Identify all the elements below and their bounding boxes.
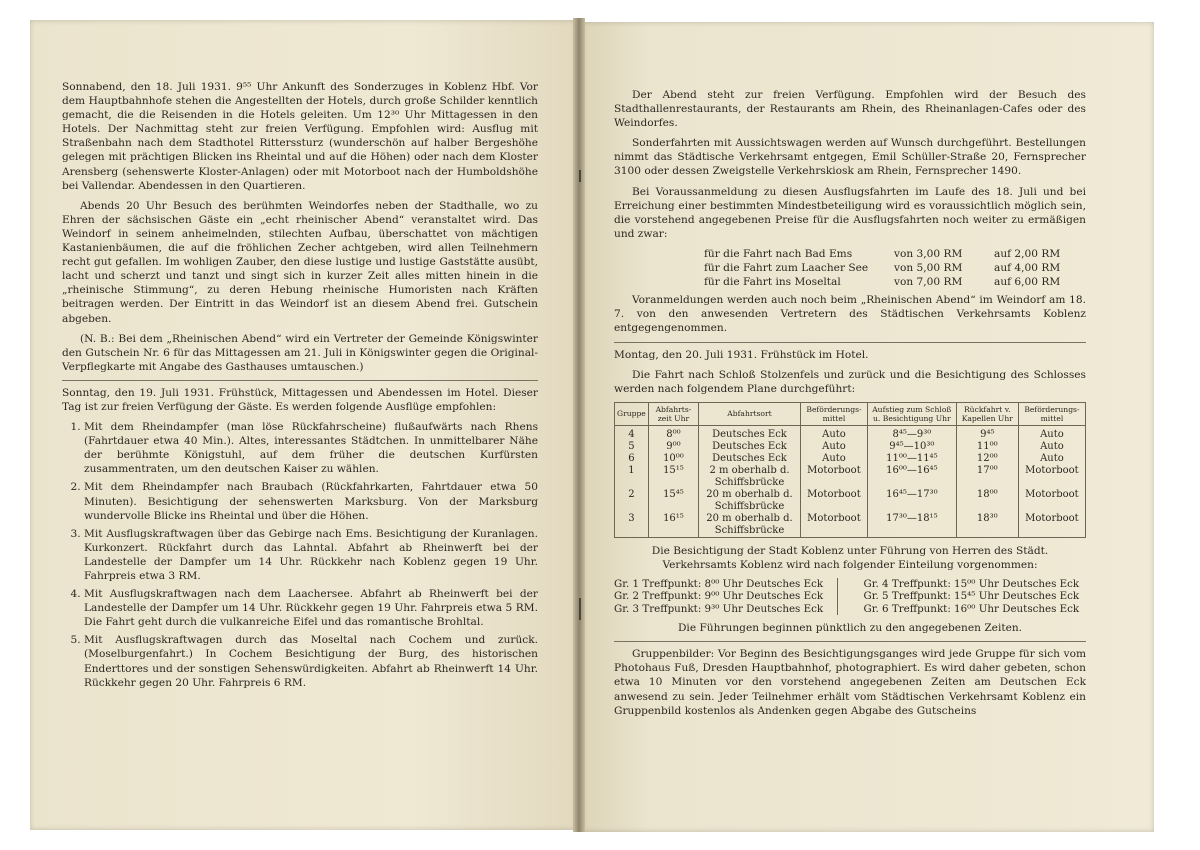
left-column — [62, 80, 538, 694]
staple-mark-top — [579, 170, 581, 182]
table-cell: 2 — [615, 489, 649, 513]
meeting-point: Gr. 3 Treffpunkt: 9³⁰ Uhr Deutsches Eck — [614, 602, 824, 615]
table-cell: 9⁴⁵—10³⁰ — [868, 441, 957, 453]
divider — [614, 342, 1086, 343]
table-cell: Auto — [1018, 453, 1085, 465]
price-to: auf 4,00 RM — [994, 262, 1061, 275]
booklet-gutter — [573, 18, 585, 832]
meeting-points-left — [614, 578, 837, 615]
table-cell: Motorboot — [1018, 489, 1085, 513]
table-cell: 20 m oberhalb d. Schiffsbrücke — [699, 489, 801, 513]
table-cell: Deutsches Eck — [699, 441, 801, 453]
table-cell: 20 m oberhalb d. Schiffsbrücke — [699, 513, 801, 538]
excursion-list — [62, 420, 538, 690]
price-trip: für die Fahrt nach Bad Ems — [704, 247, 853, 260]
table-cell: Motorboot — [800, 465, 867, 489]
column-header: Gruppe — [615, 402, 649, 425]
table-cell: Motorboot — [1018, 513, 1085, 538]
price-to: auf 2,00 RM — [994, 247, 1061, 260]
table-row — [615, 453, 1086, 465]
table-cell: 12⁰⁰ — [956, 453, 1018, 465]
table-cell: Motorboot — [800, 489, 867, 513]
column-header: Rückfahrt v. Kapellen Uhr — [956, 402, 1018, 425]
table-row — [615, 441, 1086, 453]
table-row — [615, 489, 1086, 513]
table-cell: Motorboot — [800, 513, 867, 538]
table-cell: 16⁴⁵—17³⁰ — [868, 489, 957, 513]
table-cell: 11⁰⁰ — [956, 441, 1018, 453]
table-cell: 4 — [615, 425, 649, 441]
excursion-item: 4. Mit Ausflugskraftwagen nach dem Laachersee. Abfahrt ab Rheinwerft bei der Landestelle der Dampfer um 14 Uhr. Rückkehr gegen 19 Uhr. Fahrpreis etwa 5 RM. Die Fahrt geht durch die vulkanreiche Eifel und das romantische Brohltal. — [84, 587, 538, 629]
table-cell: Deutsches Eck — [699, 453, 801, 465]
meeting-points-right — [837, 578, 1087, 615]
table-cell: 1 — [615, 465, 649, 489]
saturday-paragraph: Sonnabend, den 18. Juli 1931. 9⁵⁵ Uhr Ankunft des Sonderzuges in Koblenz Hbf. Vor dem Hauptbahnhofe stehen die Angestellten der Hotels, durch große Schilder kenntlich gemacht, die die Reisenden in die Hotels geleiten. Um 12³⁰ Uhr Mittagessen in den Hotels. Der Nachmittag steht zur freien Verfügung. Empfohlen wird: Ausflug mit Straßenbahn nach dem Stadthotel Ritterssturz (wunderschön auf halber Bergeshöhe gelegen mit prächtigen Blicken ins Rheintal und auf die Höhen) oder nach dem Kloster Arensberg (sehenswerte Kloster-Anlagen) oder mit Motorboot nach der Humboldshöhe bei Vallendar. Abendessen in den Quartieren. — [62, 81, 538, 192]
group-photo-paragraph: Gruppenbilder: Vor Beginn des Besichtigungsganges wird jede Gruppe für sich vom Photohaus Fuß, Dresden Hauptbahnhof, photographiert. Es wird daher gebeten, schon etwa 10 Minuten vor den vorstehend angegebenen Zeiten am Deutschen Eck anwesend zu sein. Jeder Teilnehmer erhält vom Städtischen Verkehrsamt Koblenz ein Gruppenbild kostenlos als Andenken gegen Abgabe des Gutscheins — [614, 648, 1086, 717]
column-header: Abfahrtsort — [699, 402, 801, 425]
column-header: Beförderungs-mittel — [1018, 402, 1085, 425]
table-row — [615, 513, 1086, 538]
table-cell: 6 — [615, 453, 649, 465]
city-tour-paragraph: Die Besichtigung der Stadt Koblenz unter Führung von Herren des Städt. Verkehrsamts Koblenz wird nach folgender Einteilung vorgenommen: — [651, 544, 1049, 571]
sunday-paragraph: Sonntag, den 19. Juli 1931. Frühstück, Mittagessen und Abendessen im Hotel. Dieser Tag ist zur freien Verfügung der Gäste. Es werden folgende Ausflüge empfohlen: — [62, 386, 538, 413]
price-trip: für die Fahrt ins Moseltal — [704, 276, 841, 289]
table-cell: 17³⁰—18¹⁵ — [868, 513, 957, 538]
table-cell: 16⁰⁰—16⁴⁵ — [868, 465, 957, 489]
table-row — [615, 465, 1086, 489]
table-cell: 8⁰⁰ — [648, 425, 698, 441]
table-header-row — [615, 402, 1086, 425]
excursion-item: 3. Mit Ausflugskraftwagen über das Gebirge nach Ems. Besichtigung der Kuranlagen. Kurkonzert. Rückfahrt durch das Lahntal. Abfahrt ab Rheinwerft bei der Landestelle der Dampfer um 14 Uhr. Rückkehr nach Koblenz gegen 19 Uhr. Fahrpreis etwa 3 RM. — [84, 527, 538, 583]
table-cell: 18⁰⁰ — [956, 489, 1018, 513]
price-to: auf 6,00 RM — [994, 276, 1061, 289]
price-trip: für die Fahrt zum Laacher See — [704, 262, 869, 275]
table-cell: 10⁰⁰ — [648, 453, 698, 465]
meeting-points — [614, 578, 1086, 615]
table-cell: Motorboot — [1018, 465, 1085, 489]
meeting-point: Gr. 1 Treffpunkt: 8⁰⁰ Uhr Deutsches Eck — [614, 577, 824, 590]
monday-heading: Montag, den 20. Juli 1931. Frühstück im Hotel. — [614, 348, 869, 361]
table-cell: Deutsches Eck — [699, 425, 801, 441]
table-cell: 15¹⁵ — [648, 465, 698, 489]
price-row — [704, 247, 1086, 261]
price-list — [704, 247, 1086, 289]
meeting-point: Gr. 4 Treffpunkt: 15⁰⁰ Uhr Deutsches Eck — [863, 577, 1080, 590]
preregistration-paragraph: Voranmeldungen werden auch noch beim „Rheinischen Abend“ im Weindorf am 18. 7. von den anwesenden Vertretern des Städtischen Verkehrsamts Koblenz entgegengenommen. — [614, 294, 1086, 335]
staple-mark-bottom — [579, 598, 581, 620]
table-cell: 9⁴⁵ — [956, 425, 1018, 441]
weindorf-paragraph: Abends 20 Uhr Besuch des berühmten Weindorfes neben der Stadthalle, wo zu Ehren der sächsischen Gäste ein „echt rheinischer Abend“ veranstaltet wird. Das Weindorf in seinem anheimelnden, stilechten Aufbau, überschattet von mächtigen Kastanienbäumen, die auf die fröhlichen Zecher achtgeben, wird allen Teilnehmern recht gut gefallen. Im wohligen Zauber, den diese lustige und lustige Gaststätte ausübt, lacht und scherzt und tanzt und singt sich in kurzer Zeit alles mitten hinein in die „rheinische Stimmung“, zu deren Hebung rheinische Humoristen nach Kräften beitragen werden. Der Eintritt in das Weindorf ist an diesem Abend frei. Gutschein abgeben. — [62, 199, 538, 325]
divider — [62, 380, 538, 381]
schedule-body — [615, 425, 1086, 537]
divider — [614, 641, 1086, 642]
table-cell: Auto — [800, 425, 867, 441]
price-row — [704, 275, 1086, 289]
stolzenfels-paragraph: Die Fahrt nach Schloß Stolzenfels und zurück und die Besichtigung des Schlosses werden nach folgendem Plane durchgeführt: — [614, 368, 1086, 395]
table-cell: 8⁴⁵—9³⁰ — [868, 425, 957, 441]
table-cell: 5 — [615, 441, 649, 453]
price-from: von 5,00 RM — [894, 262, 963, 275]
special-trips-paragraph: Sonderfahrten mit Aussichtswagen werden auf Wunsch durchgeführt. Bestellungen nimmt das Städtische Verkehrsamt entgegen, Emil Schüller-Straße 20, Fernsprecher 3100 oder dessen Zweigstelle Verkehrskiosk am Rhein, Fernsprecher 1490. — [614, 137, 1086, 178]
punctual-note: Die Führungen beginnen pünktlich zu den angegebenen Zeiten. — [677, 622, 1023, 635]
column-header: Aufstieg zum Schloß u. Besichtigung Uhr — [868, 402, 957, 425]
table-cell: 16¹⁵ — [648, 513, 698, 538]
table-cell: Auto — [1018, 441, 1085, 453]
table-cell: Auto — [800, 453, 867, 465]
table-cell: 3 — [615, 513, 649, 538]
table-cell: Auto — [1018, 425, 1085, 441]
table-cell: 18³⁰ — [956, 513, 1018, 538]
table-cell: 2 m oberhalb d. Schiffsbrücke — [699, 465, 801, 489]
table-cell: 17⁰⁰ — [956, 465, 1018, 489]
table-cell: 15⁴⁵ — [648, 489, 698, 513]
schedule-table — [614, 402, 1086, 538]
meeting-point: Gr. 5 Treffpunkt: 15⁴⁵ Uhr Deutsches Eck — [863, 590, 1080, 603]
evening-paragraph: Der Abend steht zur freien Verfügung. Empfohlen wird der Besuch des Stadthallenrestaurants, der Restaurants am Rhein, des Rheinanlagen-Cafes oder des Weindorfes. — [614, 89, 1086, 130]
excursion-item: 1. Mit dem Rheindampfer (man löse Rückfahrscheine) flußaufwärts nach Rhens (Fahrtdauer etwa 40 Min.). Altes, interessantes Städtchen. In unmittelbarer Nähe der berühmte Königstuhl, auf dem früher die deutschen Kurfürsten zusammentraten, um den deutschen Kaiser zu wählen. — [84, 420, 538, 476]
price-row — [704, 261, 1086, 275]
table-cell: 9⁰⁰ — [648, 441, 698, 453]
table-cell: Auto — [800, 441, 867, 453]
excursion-item: 5. Mit Ausflugskraftwagen durch das Moseltal nach Cochem und zurück. (Moselburgenfahrt.) In Cochem Besichtigung der Burg, des historischen Enderttores und der sonstigen Sehenswürdigkeiten. Abfahrt ab Rheinwerft 14 Uhr. Rückkehr gegen 20 Uhr. Fahrpreis 6 RM. — [84, 633, 538, 689]
meeting-point: Gr. 2 Treffpunkt: 9⁰⁰ Uhr Deutsches Eck — [614, 590, 824, 603]
note-paragraph: (N. B.: Bei dem „Rheinischen Abend“ wird ein Vertreter der Gemeinde Königswinter den Gutschein Nr. 6 für das Mittagessen am 21. Juli in Königswinter gegen die Original-Verpflegkarte mit Angabe des Gasthauses umtauschen.) — [62, 332, 538, 373]
price-from: von 7,00 RM — [894, 276, 963, 289]
meeting-point: Gr. 6 Treffpunkt: 16⁰⁰ Uhr Deutsches Eck — [863, 602, 1080, 615]
excursion-item: 2. Mit dem Rheindampfer nach Braubach (Rückfahrkarten, Fahrtdauer etwa 50 Minuten). Besichtigung der sehenswerten Marksburg. Von der Marksburg wundervolle Blicke ins Rheintal und über die Höhen. — [84, 480, 538, 522]
right-column — [614, 88, 1086, 724]
table-row — [615, 425, 1086, 441]
table-cell: 11⁰⁰—11⁴⁵ — [868, 453, 957, 465]
price-from: von 3,00 RM — [894, 247, 963, 260]
registration-paragraph: Bei Voraussanmeldung zu diesen Ausflugsfahrten im Laufe des 18. Juli und bei Erreichung einer bestimmten Mindestbeteiligung wird es voraussichtlich möglich sein, die vorstehend angegebenen Preise für die Ausflugsfahrten noch weiter zu ermäßigen und zwar: — [614, 185, 1086, 240]
column-header: Abfahrts-zeit Uhr — [648, 402, 698, 425]
column-header: Beförderungs-mittel — [800, 402, 867, 425]
